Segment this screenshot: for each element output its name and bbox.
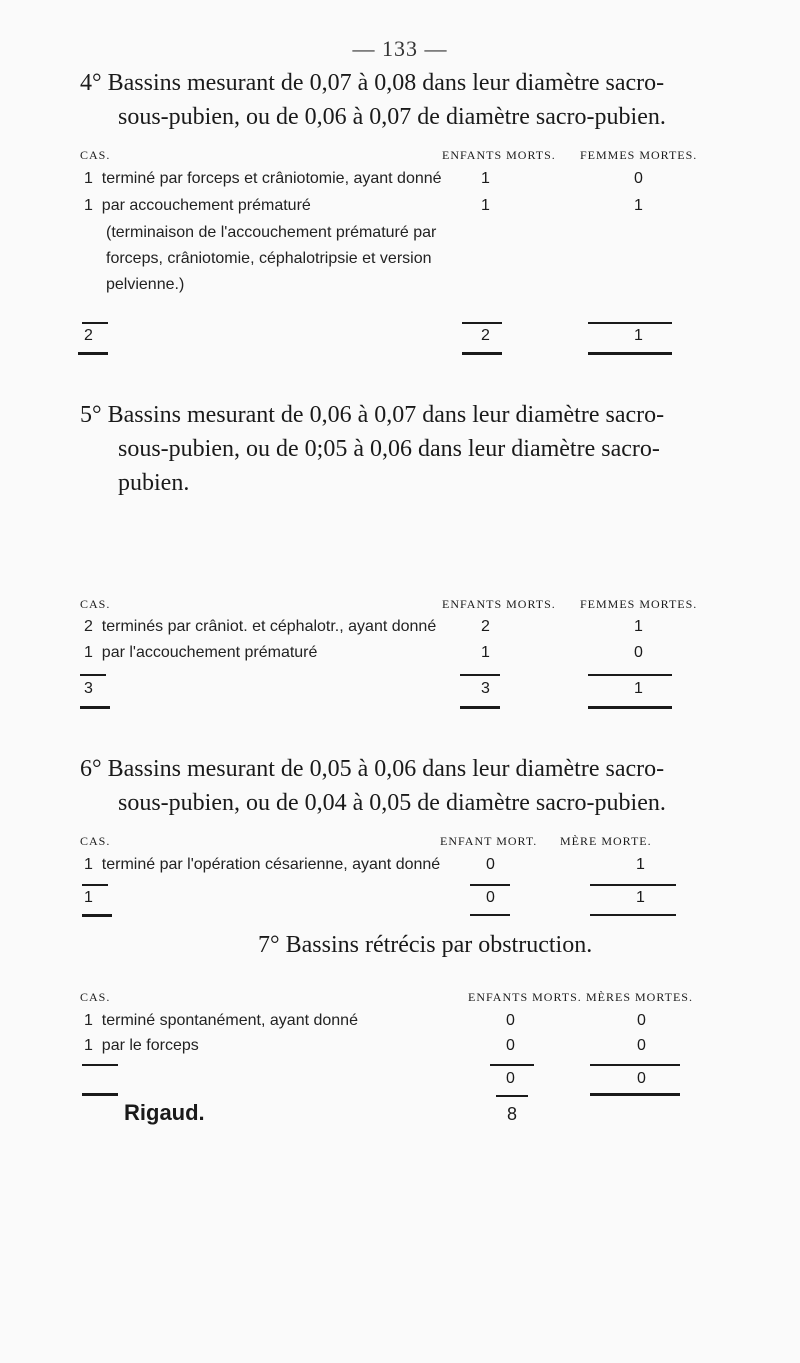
section-5-col-enfants: ENFANTS MORTS.: [442, 597, 556, 611]
total-cas: 1: [84, 889, 93, 906]
section-6-heading-line1: 6° Bassins mesurant de 0,05 à 0,06 dans leur diamètre sacro-: [80, 756, 665, 782]
note-line: pelvienne.): [106, 276, 185, 293]
row-a: 0: [506, 1012, 515, 1029]
row-a: 1: [481, 170, 490, 187]
row-b: 0: [637, 1037, 646, 1054]
signature: Rigaud.: [124, 1100, 205, 1125]
table-row: [84, 856, 440, 874]
section-4-heading: [80, 66, 780, 134]
row-b: 1: [636, 856, 645, 873]
note-line: forceps, crâniotomie, céphalotripsie et version: [106, 250, 432, 267]
section-4-heading-line1: 4° Bassins mesurant de 0,07 à 0,08 dans leur diamètre sacro-: [80, 70, 665, 96]
row-b: 0: [634, 170, 643, 187]
total-a: 2: [481, 327, 490, 344]
section-6-heading-line2: sous-pubien, ou de 0,04 à 0,05 de diamètre sacro-pubien.: [118, 790, 666, 816]
rule: [590, 914, 676, 916]
section-5-heading-line1: 5° Bassins mesurant de 0,06 à 0,07 dans leur diamètre sacro-: [80, 402, 665, 428]
rule: [462, 322, 502, 324]
total-a: 0: [486, 889, 495, 906]
section-5-heading-line3: pubien.: [118, 470, 190, 496]
rule: [496, 1095, 528, 1097]
row-cas: 1: [84, 856, 93, 873]
total-b: 0: [637, 1070, 646, 1087]
row-cas: 2: [84, 618, 93, 635]
row-b: 1: [634, 197, 643, 214]
row-text: terminés par crâniot. et céphalotr., ayant donné: [101, 618, 437, 635]
rule: [460, 674, 500, 676]
row-text: terminé spontanément, ayant donné: [101, 1012, 358, 1029]
rule: [82, 884, 108, 886]
rule: [78, 352, 108, 355]
table-row: [84, 1012, 358, 1030]
rule: [82, 322, 108, 324]
total-cas: 3: [84, 680, 93, 697]
section-6-col-enfant: ENFANT MORT.: [440, 834, 538, 848]
row-text: par le forceps: [101, 1037, 199, 1054]
total-b: 1: [634, 680, 643, 697]
section-6-col-mere: MÈRE MORTE.: [560, 834, 652, 848]
table-row: [84, 170, 442, 188]
rule: [588, 674, 672, 676]
total-b: 1: [636, 889, 645, 906]
row-cas: 1: [84, 644, 93, 661]
section-5-col-femmes: FEMMES MORTES.: [580, 597, 698, 611]
total-cas: 2: [84, 327, 93, 344]
row-a: 2: [481, 618, 490, 635]
total-b: 1: [634, 327, 643, 344]
rule: [590, 884, 676, 886]
row-text: terminé par forceps et crâniotomie, ayant donné: [101, 170, 442, 187]
rule: [80, 706, 110, 709]
row-text: terminé par l'opération césarienne, ayant donné: [101, 856, 441, 873]
section-5-heading-line2: sous-pubien, ou de 0;05 à 0,06 dans leur diamètre sacro-: [118, 436, 660, 462]
rule: [588, 352, 672, 355]
table-row: [84, 197, 311, 215]
table-row: [84, 1037, 199, 1055]
rule: [588, 706, 672, 709]
section-6-heading: [80, 752, 780, 820]
section-6-col-cas: CAS.: [80, 834, 111, 848]
page-number: — 133 —: [352, 36, 448, 61]
row-a: 0: [486, 856, 495, 873]
rule: [470, 884, 510, 886]
rule: [80, 674, 106, 676]
section-7-col-cas: CAS.: [80, 990, 111, 1004]
row-text: par accouchement prématuré: [101, 197, 311, 214]
rule: [588, 322, 672, 324]
rule: [590, 1093, 680, 1096]
row-a: 1: [481, 644, 490, 661]
row-text: par l'accouchement prématuré: [101, 644, 318, 661]
row-cas: 1: [84, 197, 93, 214]
section-7-col-meres: MÈRES MORTES.: [586, 990, 693, 1004]
note-line: (terminaison de l'accouchement prématuré par: [106, 224, 437, 241]
section-4-col-cas: CAS.: [80, 148, 111, 162]
table-row: [84, 618, 436, 636]
rule: [462, 352, 502, 355]
row-b: 0: [634, 644, 643, 661]
section-4-heading-line2: sous-pubien, ou de 0,06 à 0,07 de diamètre sacro-pubien.: [118, 104, 666, 130]
rule: [460, 706, 500, 709]
row-cas: 1: [84, 1012, 93, 1029]
rule: [82, 1093, 118, 1096]
table-row: [84, 644, 317, 662]
rule: [490, 1064, 534, 1066]
row-a: 0: [506, 1037, 515, 1054]
section-4-col-enfants: ENFANTS MORTS.: [442, 148, 556, 162]
row-b: 1: [634, 618, 643, 635]
section-5-heading: [80, 398, 780, 500]
row-cas: 1: [84, 1037, 93, 1054]
total-a: 0: [506, 1070, 515, 1087]
row-cas: 1: [84, 170, 93, 187]
total-a: 3: [481, 680, 490, 697]
row-b: 0: [637, 1012, 646, 1029]
section-7-heading: 7° Bassins rétrécis par obstruction.: [258, 932, 593, 958]
row-a: 1: [481, 197, 490, 214]
rule: [590, 1064, 680, 1066]
rule: [470, 914, 510, 916]
section-7-col-enfants: ENFANTS MORTS.: [468, 990, 582, 1004]
section-4-col-femmes: FEMMES MORTES.: [580, 148, 698, 162]
rule: [82, 1064, 118, 1066]
rule: [82, 914, 112, 917]
section-5-col-cas: CAS.: [80, 597, 111, 611]
signature-number: 8: [507, 1104, 518, 1124]
